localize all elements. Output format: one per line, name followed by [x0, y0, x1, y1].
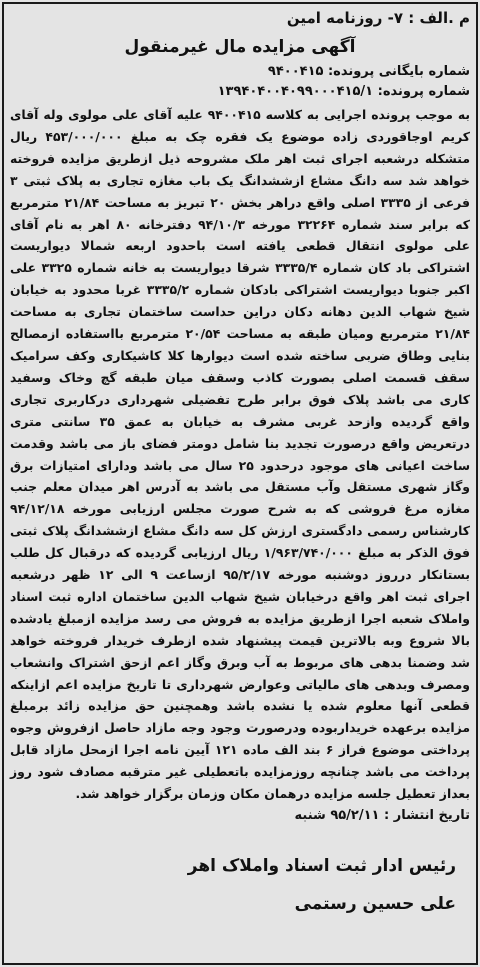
archive-number: شماره بایگانی پرونده: ۹۴۰۰۴۱۵: [267, 64, 470, 79]
notice-title: آگهی مزایده مال غیرمنقول: [124, 37, 356, 57]
notice-body: به موجب پرونده اجرایی به کلاسه ۹۴۰۰۴۱۵ علیه آقای علی مولوی وله آقای کریم اوجاقوردی زاده موضوع یک فقره چک به مبلغ ۴۵۳/۰۰۰/۰۰۰ ریال متشکله درشعبه اجرای ثبت اهر ملک مشروحه ذیل ازطریق مزایده فروخته خواهد شد سه دانگ مشاع ازششدانگ یک باب مغازه تجاری به پلاک ثبتی ۳ فرعی از ۳۳۳۵ اصلی واقع دراهر بخش ۲۰ تبریز به مساحت ۲۱/۸۴ مترمربع که برابر سند شماره ۳۲۲۶۴ مورخه ۹۴/۱۰/۳ دفترخانه ۸۰ اهر به نام آقای علی مولوی انتقال قطعی یافته است باحدود اربعه شمالا دیواریست اشتراکی باد کان شماره ۳۳۳۵/۴ شرقا دیواریست به خانه شماره ۳۳۲۵ علی اکبر جنوبا دیواریست اشتراکی بادکان شماره ۳۳۳۵/۲ غربا محدود به خیابان شیخ شهاب الدین دهانه دکان دراین حداست ساختمان تجاری به مساحت ۲۱/۸۴ مترمربع ومیان طبقه به مساحت ۲۰/۵۴ مترمربع بااستفاده ازمصالح بنایی وطاق ضربی ساخته شده است دیوارها کلا کاشیکاری وکف سرامیک سقف قسمت اصلی بصورت کاذب وسقف میان طبقه گچ وخاک وسفید کاری می باشد پلاک فوق برابر طرح تفضیلی شهرداری درکاربری تجاری واقع گردیده وازحد غربی مشرف به خیابان به عمق ۳۵ سانتی متری درتعریض واقع درصورت تجدید بنا شامل دومتر فضای باز می باشد وقدمت ساخت اعیانی های موجود درحدود ۲۵ سال می باشد ودارای امتیازات برق وگاز شهری مستقل وآب مستقل می باشد به آدرس اهر میدان معلم جنب مغازه مرغ فروشی که به شرح صورت مجلس ارزیابی مورخه ۹۴/۱۲/۱۸ کارشناس رسمی دادگستری ارزش کل سه دانگ مشاع ازششدانگ پلاک ثبتی فوق الذکر به مبلغ ۱/۹۶۳/۷۴۰/۰۰۰ ریال ارزیابی گردیده که درقبال کل طلب بستانکار درروز دوشنبه مورخه ۹۵/۲/۱۷ ازساعت ۹ الی ۱۲ ظهر درشعبه اجرای ثبت اهر واقع درخیابان شیخ شهاب الدین ساختمان اداره ثبت اسناد واملاک شعبه اجرا ازطریق مزایده به فروش می رسد مزایده ازمبلغ یادشده بالا شروع وبه بالاترین قیمت پیشنهاد شده ازطرف خریدار فروخته خواهد شد وضمنا بدهی های مربوط به آب وبرق وگاز اعم ازحق اشتراک وانشعاب ومصرف وبدهی های مالیاتی وعوارض شهرداری تا تاریخ مزایده اعم ازاینکه قطعی آنها معلوم شده یا نشده باشد وهمچنین حق مزایده زائد برمبلغ مزایده برعهده خریداربوده ودرصورت وجود وجه مازاد حاصل ازفروش وجوه پرداختی موضوع فراز ۶ بند الف ماده ۱۲۱ آیین نامه اجرا ازمحل مازاد قابل پرداخت می باشد چنانچه روزمزایده باتعطیلی غیر مترقبه مصادف شود روز بعداز تعطیل جلسه مزایده درهمان مکان وزمان برگزار خواهد شد.: [10, 107, 471, 802]
case-number: شماره پرونده: ۱۳۹۴۰۴۰۰۴۰۹۹۰۰۰۴۱۵/۱: [217, 84, 470, 99]
signature-name: علی حسین رستمی: [294, 894, 456, 914]
notice-content: [10, 4, 470, 923]
signature-office: رئیس ادار ثبت اسناد واملاک اهر: [187, 856, 456, 876]
newspaper-header: م .الف : ۷- روزنامه امین: [286, 9, 470, 27]
publish-date: تاریخ انتشار : ۹۵/۲/۱۱ شنبه: [294, 808, 470, 823]
signature-block: [10, 847, 470, 923]
